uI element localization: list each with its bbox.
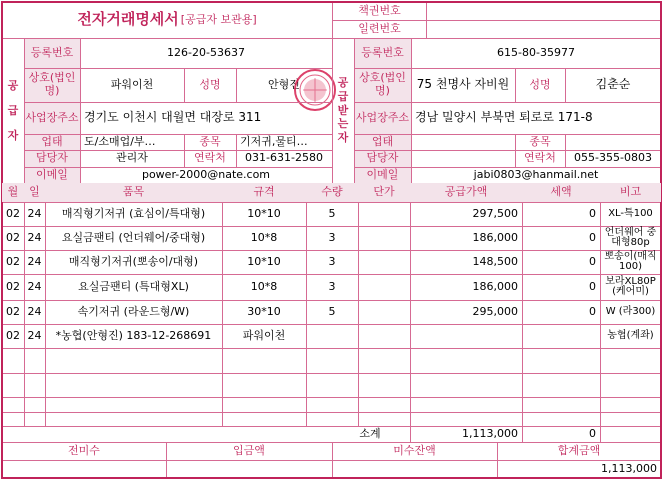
- supplier-reg-label: 등록번호: [24, 38, 80, 68]
- row-5-month: 02: [6, 304, 20, 318]
- receiver-addr-label: 사업장주소: [354, 102, 411, 134]
- row-7-month: [2, 348, 24, 373]
- column-header-tax: 세액: [522, 183, 600, 202]
- row-4-unit-price: [358, 274, 410, 300]
- supplier-contact-value: 031-631-2580: [245, 151, 323, 165]
- supplier-addr-label: 사업장주소: [24, 102, 80, 134]
- row-2-day: 24: [27, 230, 42, 244]
- supplier-name-label: 상호(법인명): [24, 68, 80, 102]
- row-1-qty: 5: [328, 206, 336, 220]
- row-4-note: 보라XL80P (케어미): [605, 275, 656, 297]
- row-8-tax: [522, 373, 600, 397]
- row-6-spec: 파워이천: [242, 328, 286, 342]
- row-5-spec: 30*10: [247, 304, 281, 318]
- subtotal-tax: 0: [589, 426, 596, 440]
- total-label: 합계금액: [557, 443, 601, 457]
- row-6-tax: [522, 324, 600, 348]
- unpaid-balance-label: 미수잔액: [393, 443, 436, 457]
- serial-number-label: 일련번호: [358, 21, 401, 35]
- receiver-email-value[interactable]: jabi0803@hanmail.net: [473, 167, 599, 181]
- subtotal-label: 소계: [359, 426, 381, 440]
- row-4-month: 02: [6, 279, 20, 293]
- receiver-rep-value: 김춘순: [595, 77, 631, 92]
- row-7-item: [45, 348, 222, 373]
- supplier-side-label: 공급자: [7, 78, 19, 143]
- supplier-contact-label: 연락처: [194, 151, 226, 165]
- supplier-manager-value: 관리자: [116, 151, 148, 165]
- row-10-note: [600, 412, 661, 426]
- row-9-amount: [410, 397, 522, 412]
- row-6-qty: [306, 324, 358, 348]
- supplier-email-value[interactable]: power-2000@nate.com: [141, 167, 271, 181]
- row-2-note: 언더웨어 중대형80p: [604, 226, 657, 248]
- row-7-unit-price: [358, 348, 410, 373]
- row-6-item: *농협(안형진) 183-12-268691: [55, 328, 212, 342]
- row-5-day: 24: [27, 304, 42, 318]
- row-5-qty: 5: [328, 304, 336, 318]
- row-4-amount: 186,000: [472, 279, 518, 293]
- row-5-unit-price: [358, 300, 410, 324]
- row-9-qty: [306, 397, 358, 412]
- supplier-addr-value: 경기도 이천시 대월면 대장로 311: [84, 110, 262, 125]
- supplier-email-label: 이메일: [24, 167, 80, 183]
- row-9-spec: [222, 397, 306, 412]
- row-7-amount: [410, 348, 522, 373]
- received-label: 입금액: [233, 443, 265, 457]
- row-1-month: 02: [6, 206, 20, 220]
- column-header-note: 비고: [600, 183, 661, 202]
- row-9-month: [2, 397, 24, 412]
- total-value: 1,113,000: [601, 461, 657, 475]
- row-8-month: [2, 373, 24, 397]
- receiver-email-label: 이메일: [354, 167, 411, 183]
- column-header-item: 품목: [45, 183, 222, 202]
- row-6-note: 농협(계좌): [607, 329, 654, 341]
- column-header-month: 월: [2, 183, 24, 202]
- row-3-month: 02: [6, 254, 20, 268]
- row-2-unit-price: [358, 226, 410, 250]
- supplier-item-label: 종목: [199, 134, 221, 148]
- row-7-spec: [222, 348, 306, 373]
- receiver-biz-label: 업태: [354, 134, 411, 150]
- supplier-biz-value: 도/소매업/부…: [84, 134, 156, 148]
- receiver-item-label: 종목: [529, 134, 551, 148]
- row-4-item: 요실금팬티 (특대형XL): [78, 279, 189, 293]
- row-4-qty: 3: [328, 279, 336, 293]
- row-3-spec: 10*10: [247, 254, 281, 268]
- supplier-reg-value: 126-20-53637: [167, 45, 245, 59]
- column-header-unit-price: 단가: [358, 183, 410, 202]
- row-1-spec: 10*10: [247, 206, 281, 220]
- row-6-unit-price: [358, 324, 410, 348]
- row-5-tax: 0: [589, 304, 596, 318]
- row-3-tax: 0: [589, 254, 596, 268]
- receiver-manager-label: 담당자: [354, 150, 411, 167]
- row-2-tax: 0: [589, 230, 596, 244]
- row-8-amount: [410, 373, 522, 397]
- row-4-day: 24: [27, 279, 42, 293]
- row-9-item: [45, 397, 222, 412]
- document-subtitle: [공급자 보관용]: [180, 12, 257, 26]
- row-4-spec: 10*8: [250, 279, 278, 293]
- column-header-day: 일: [24, 183, 45, 202]
- row-5-note: W (라300): [605, 305, 656, 317]
- row-2-month: 02: [6, 230, 20, 244]
- row-9-tax: [522, 397, 600, 412]
- row-2-amount: 186,000: [472, 230, 518, 244]
- row-1-tax: 0: [589, 206, 596, 220]
- supplier-manager-label: 담당자: [24, 150, 80, 167]
- supplier-rep-value: 안형진: [268, 77, 300, 91]
- row-6-day: 24: [27, 328, 42, 342]
- row-4-tax: 0: [589, 279, 596, 293]
- row-3-day: 24: [27, 254, 42, 268]
- row-7-qty: [306, 348, 358, 373]
- row-10-tax: [522, 412, 600, 426]
- row-9-day: [24, 397, 45, 412]
- row-3-amount: 148,500: [472, 254, 518, 268]
- row-6-month: 02: [6, 328, 20, 342]
- row-10-spec: [222, 412, 306, 426]
- row-2-item: 요실금팬티 (언더웨어/중대형): [61, 230, 206, 244]
- row-10-day: [24, 412, 45, 426]
- column-header-qty: 수량: [306, 183, 358, 202]
- row-7-note: [600, 348, 661, 373]
- row-6-amount: [410, 324, 522, 348]
- supplier-item-value: 기저귀,물티…: [240, 134, 308, 148]
- row-7-tax: [522, 348, 600, 373]
- supplier-rep-label: 성명: [199, 77, 221, 91]
- row-8-qty: [306, 373, 358, 397]
- row-5-item: 속기저귀 (라운드형/W): [77, 304, 190, 318]
- row-8-unit-price: [358, 373, 410, 397]
- receiver-name-value: 75 천명사 자비원: [416, 77, 510, 92]
- receiver-reg-label: 등록번호: [354, 38, 411, 68]
- receiver-reg-value: 615-80-35977: [497, 45, 575, 59]
- row-8-day: [24, 373, 45, 397]
- column-header-spec: 규격: [222, 183, 306, 202]
- receiver-name-label: 상호(법인명): [354, 68, 411, 102]
- row-8-spec: [222, 373, 306, 397]
- row-8-note: [600, 373, 661, 397]
- row-10-amount: [410, 412, 522, 426]
- row-3-qty: 3: [328, 254, 336, 268]
- row-1-item: 매직형기저귀 (효심이/특대형): [61, 206, 206, 220]
- row-2-qty: 3: [328, 230, 336, 244]
- subtotal-amount: 1,113,000: [462, 426, 518, 440]
- row-9-unit-price: [358, 397, 410, 412]
- row-1-note: XL-특100: [608, 207, 653, 219]
- row-1-day: 24: [27, 206, 42, 220]
- supplier-biz-label: 업태: [24, 134, 80, 150]
- row-10-item: [45, 412, 222, 426]
- column-header-amount: 공급가액: [410, 183, 522, 202]
- row-10-qty: [306, 412, 358, 426]
- receiver-contact-label: 연락처: [524, 151, 556, 165]
- row-5-amount: 295,000: [472, 304, 518, 318]
- row-2-spec: 10*8: [250, 230, 278, 244]
- row-3-note: 뽀송이(매직100): [604, 250, 657, 272]
- book-number-label: 책권번호: [358, 3, 401, 17]
- row-10-month: [2, 412, 24, 426]
- row-3-unit-price: [358, 250, 410, 274]
- prev-unpaid-label: 전미수: [68, 443, 100, 457]
- row-10-unit-price: [358, 412, 410, 426]
- receiver-rep-label: 성명: [529, 77, 551, 91]
- document-title: 전자거래명세서: [77, 10, 179, 29]
- receiver-addr-value: 경남 밀양시 부북면 퇴로로 171-8: [415, 110, 593, 125]
- row-1-unit-price: [358, 202, 410, 226]
- row-1-amount: 297,500: [472, 206, 518, 220]
- row-7-day: [24, 348, 45, 373]
- receiver-side-label: 공급받는자: [337, 76, 349, 145]
- row-9-note: [600, 397, 661, 412]
- row-8-item: [45, 373, 222, 397]
- row-3-item: 매직형기저귀(뽀송이/대형): [68, 254, 199, 268]
- receiver-contact-value: 055-355-0803: [574, 151, 652, 165]
- supplier-name-value: 파워이천: [110, 77, 154, 91]
